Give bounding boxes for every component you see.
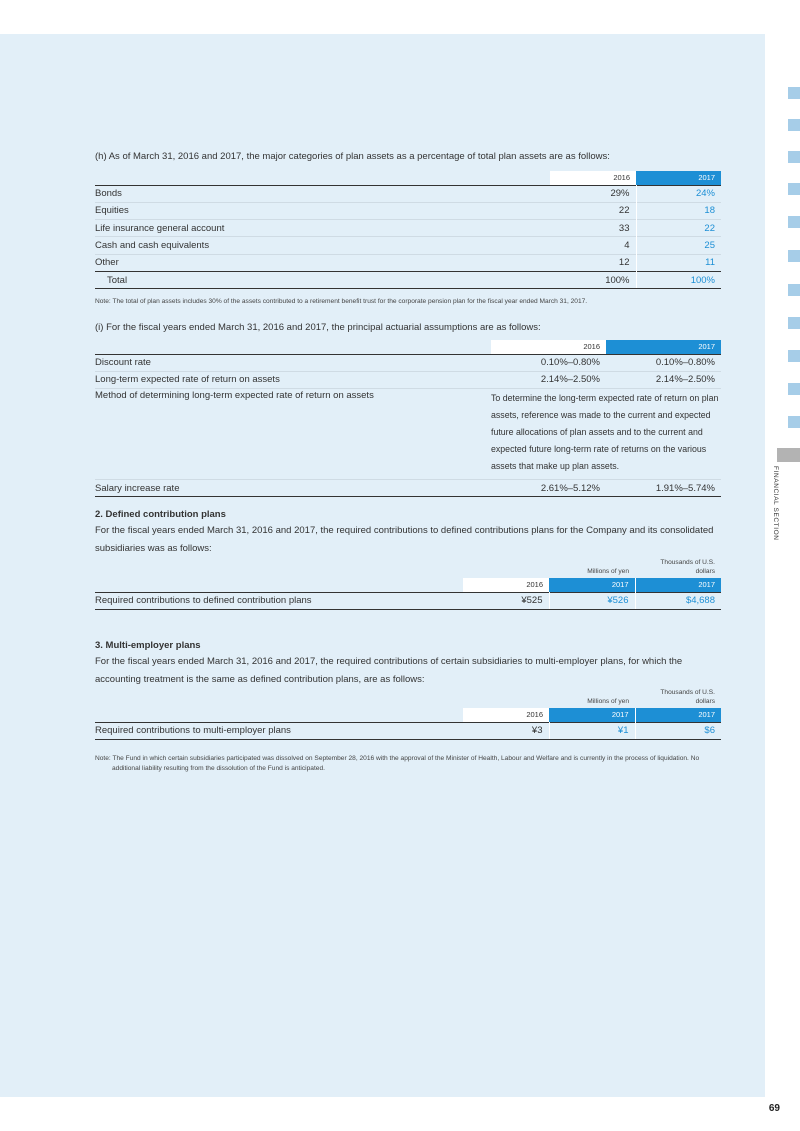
value-2017-usd: $6 (635, 722, 721, 739)
side-nav-tab-2[interactable] (788, 119, 800, 131)
page-number: 69 (768, 1103, 780, 1114)
actuarial-col-2016: 2016 (491, 340, 606, 354)
value-2016: ¥525 (463, 592, 549, 609)
value-2017: 11 (636, 254, 721, 271)
total-2017: 100% (636, 271, 721, 288)
side-nav-tab-1[interactable] (788, 87, 800, 99)
defined-contribution-intro: For the fiscal years ended March 31, 2016 and 2017, the required contributions to defined contributions plans for the Company and its consolidated subsidiaries was as follows: (95, 525, 714, 554)
unit-thousands-usd: Thousands of U.S. dollars (660, 559, 715, 575)
side-nav-tab-8[interactable] (788, 317, 800, 329)
value-2016: 2.14%–2.50% (491, 371, 606, 388)
value-2016: 12 (550, 254, 636, 271)
side-nav-tab-5[interactable] (788, 216, 800, 228)
table-row (95, 202, 721, 219)
table-row (95, 722, 721, 739)
defined-contribution-table (95, 558, 721, 610)
table-row (95, 480, 721, 497)
me-col-2016: 2016 (463, 708, 549, 722)
multi-employer-intro: For the fiscal years ended March 31, 2016 and 2017, the required contributions of certain subsidiaries to multi-employer plans, for which the accounting treatment is the same as defined contribution plans, are as follows: (95, 656, 683, 685)
value-2017: ¥1 (549, 722, 635, 739)
total-2016: 100% (550, 271, 636, 288)
value-2016: 22 (550, 202, 636, 219)
row-label: Required contributions to defined contribution plans (95, 592, 463, 609)
unit-millions-yen: Millions of yen (587, 698, 629, 705)
unit-millions-yen: Millions of yen (587, 568, 629, 575)
row-label: Life insurance general account (95, 220, 550, 237)
row-label: Other (95, 254, 550, 271)
total-row (95, 271, 721, 288)
multi-employer-note: Note: The Fund in which certain subsidiaries participated was dissolved on September 28, 2016 with the approval of the Minister of Health, Labour and Welfare and is currently in the process of liquidation. No additional liability resulting from the dissolution of the Fund is anticipated. (95, 755, 700, 772)
table-row (95, 220, 721, 237)
side-nav-tab-11[interactable] (788, 416, 800, 428)
value-2016: 29% (550, 185, 636, 202)
actuarial-table (95, 340, 721, 497)
plan-assets-col-2016: 2016 (550, 171, 636, 185)
table-row (95, 371, 721, 388)
row-label: Required contributions to multi-employer plans (95, 722, 463, 739)
side-nav-tab-financial-active[interactable] (777, 448, 800, 462)
side-section-label: FINANCIAL SECTION (772, 466, 779, 541)
value-2016: 4 (550, 237, 636, 254)
side-nav-tab-9[interactable] (788, 350, 800, 362)
total-label: Total (95, 271, 550, 288)
value-2017: 1.91%–5.74% (606, 480, 721, 497)
actuarial-intro: (i) For the fiscal years ended March 31, 2016 and 2017, the principal actuarial assumptions are as follows: (95, 322, 541, 333)
dc-col-2017-usd: 2017 (635, 578, 721, 592)
side-nav-tab-6[interactable] (788, 250, 800, 262)
value-2017: 22 (636, 220, 721, 237)
side-nav-tab-4[interactable] (788, 183, 800, 195)
plan-assets-col-2017: 2017 (636, 171, 721, 185)
value-2017: 25 (636, 237, 721, 254)
plan-assets-intro: (h) As of March 31, 2016 and 2017, the major categories of plan assets as a percentage of total plan assets are as follows: (95, 151, 610, 162)
row-label: Bonds (95, 185, 550, 202)
table-row (95, 354, 721, 371)
value-2017: 2.14%–2.50% (606, 371, 721, 388)
row-label: Cash and cash equivalents (95, 237, 550, 254)
side-nav-tab-7[interactable] (788, 284, 800, 296)
table-row (95, 237, 721, 254)
me-col-2017-usd: 2017 (635, 708, 721, 722)
table-row (95, 185, 721, 202)
me-col-2017: 2017 (549, 708, 635, 722)
dc-col-2016: 2016 (463, 578, 549, 592)
table-row (95, 592, 721, 609)
value-2017: 18 (636, 202, 721, 219)
plan-assets-note: Note: The total of plan assets includes 30% of the assets contributed to a retirement benefit trust for the corporate pension plan for the fiscal year ended March 31, 2017. (95, 298, 588, 305)
method-row (95, 389, 721, 480)
row-label: Long-term expected rate of return on assets (95, 371, 491, 388)
value-2016: 2.61%–5.12% (491, 480, 606, 497)
row-label: Salary increase rate (95, 480, 491, 497)
value-2016: 0.10%–0.80% (491, 354, 606, 371)
value-2017: ¥526 (549, 592, 635, 609)
unit-thousands-usd: Thousands of U.S. dollars (660, 689, 715, 705)
method-label: Method of determining long-term expected rate of return on assets (95, 389, 491, 480)
value-2017-usd: $4,688 (635, 592, 721, 609)
multi-employer-heading: 3. Multi-employer plans (95, 640, 201, 651)
side-nav-tab-10[interactable] (788, 383, 800, 395)
value-2017: 0.10%–0.80% (606, 354, 721, 371)
multi-employer-table (95, 688, 721, 740)
table-row (95, 254, 721, 271)
row-label: Equities (95, 202, 550, 219)
defined-contribution-heading: 2. Defined contribution plans (95, 509, 226, 520)
side-nav-tab-3[interactable] (788, 151, 800, 163)
value-2017: 24% (636, 185, 721, 202)
dc-col-2017: 2017 (549, 578, 635, 592)
value-2016: ¥3 (463, 722, 549, 739)
actuarial-col-2017: 2017 (606, 340, 721, 354)
method-description: To determine the long-term expected rate of return on plan assets, reference was made to the current and expected future allocations of plan assets and to the current and expected future long-term rate of returns on the various assets that make up plan assets. (491, 389, 721, 480)
value-2016: 33 (550, 220, 636, 237)
row-label: Discount rate (95, 354, 491, 371)
plan-assets-table (95, 171, 721, 289)
